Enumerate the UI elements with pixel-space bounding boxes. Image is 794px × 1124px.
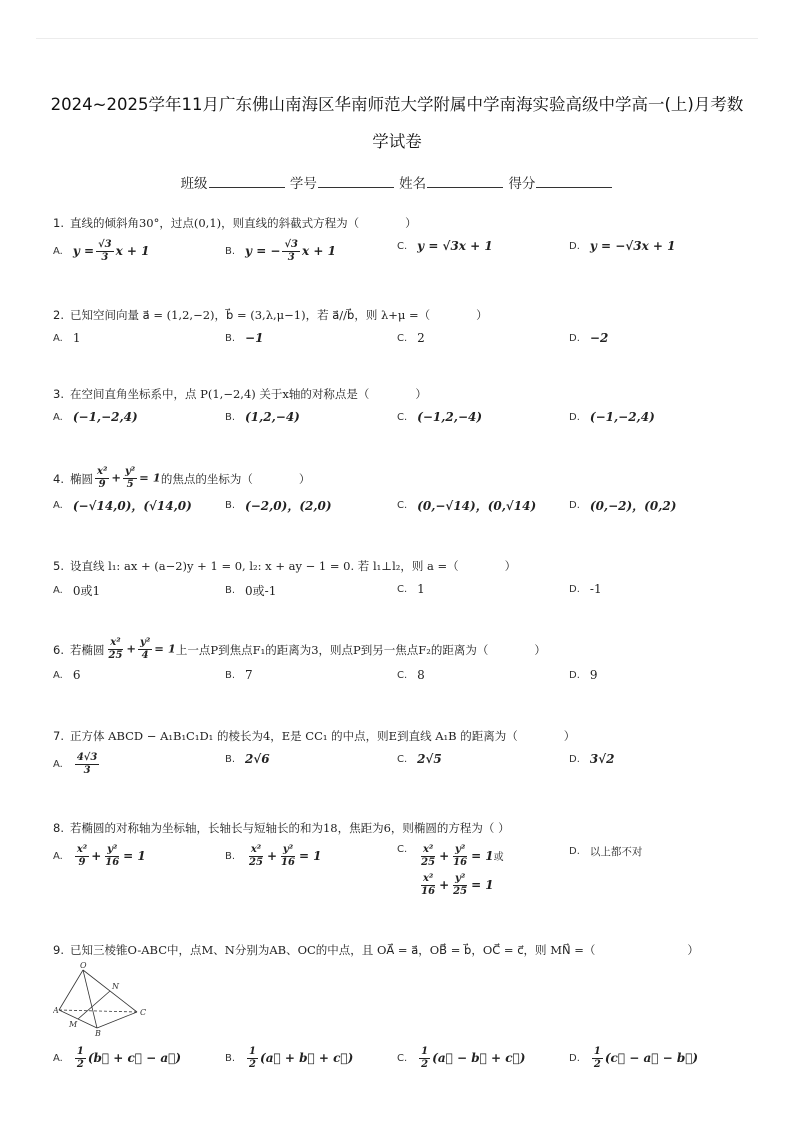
- options: [53, 331, 753, 357]
- option-b[interactable]: B. −1: [225, 331, 264, 345]
- name-label: 姓名: [399, 176, 427, 192]
- options: [53, 844, 753, 904]
- option-b[interactable]: B. y = − $\frac{√3}{3}$ x + 1: [225, 239, 336, 263]
- option-c[interactable]: C. (−1,2,−4): [397, 410, 483, 424]
- option-a[interactable]: A. (−1,−2,4): [53, 410, 138, 424]
- option-a[interactable]: A. 0或1: [53, 584, 101, 598]
- option-b[interactable]: B. (1,2,−4): [225, 410, 300, 424]
- question-number: 5.: [53, 559, 64, 573]
- option-a[interactable]: A. 1: [53, 331, 81, 345]
- question-stem: 设直线 l₁: ax + (a−2)y + 1 = 0, l₂: x + ay − 1 = 0. 若 l₁⊥l₂，则 a =（ ）: [69, 559, 517, 573]
- question-stem-post: 的焦点的坐标为（ ）: [160, 471, 311, 486]
- option-d[interactable]: D. (−1,−2,4): [569, 410, 655, 424]
- question-9-options: [53, 1040, 753, 1072]
- question-stem-pre: 椭圆: [69, 471, 93, 486]
- option-d[interactable]: D. −2: [569, 331, 609, 345]
- question-3: [53, 384, 753, 436]
- option-c[interactable]: C. $\frac{\text{x²}}{25}$ + $\frac{\text{y²}}{16}$ = 1或 $\frac{\text{x²}}{16}$ + $\frac{\text{y²}}{25}$ = 1: [397, 844, 504, 897]
- score-label: 得分: [508, 176, 536, 192]
- question-stem: 已知空间向量 a⃗ = (1,2,−2)，b⃗ = (3,λ,μ−1)，若 a⃗//b⃗，则 λ+μ =（ ）: [69, 308, 488, 322]
- option-a[interactable]: A. $\frac{1}{2}$ (b⃗ + c⃗ − a⃗): [53, 1046, 182, 1070]
- question-2: [53, 305, 753, 357]
- vertex-label-c: C: [140, 1008, 147, 1017]
- vertex-label-b: B: [95, 1029, 101, 1036]
- point-label-m: M: [69, 1020, 78, 1029]
- options: [53, 410, 753, 436]
- option-a[interactable]: A. $\frac{4√3}{3}$: [53, 752, 98, 776]
- option-c[interactable]: C. (0,−√14)，(0,√14): [397, 499, 537, 513]
- question-stem: 已知三棱锥O-ABC中，点M、N分别为AB、OC的中点，且 OA⃗ = a⃗，OB⃗ = b⃗，OC⃗ = c⃗，则 MN⃗ =（ ）: [69, 943, 699, 957]
- question-stem: 直线的倾斜角30°，过点(0,1)，则直线的斜截式方程为（ ）: [69, 216, 417, 230]
- option-c[interactable]: C. y = √3x + 1: [397, 239, 493, 253]
- option-c[interactable]: C. 1: [397, 582, 425, 596]
- question-number: 7.: [53, 729, 64, 743]
- tetrahedron-figure: [53, 962, 153, 1036]
- question-5: [53, 556, 753, 608]
- options: [53, 668, 753, 694]
- option-d[interactable]: D. 以上都不对: [569, 846, 643, 858]
- question-4: [53, 466, 753, 523]
- question-9: [53, 940, 753, 960]
- question-stem: 若椭圆的对称轴为坐标轴，长轴长与短轴长的和为18，焦距为6，则椭圆的方程为（ ）: [69, 821, 510, 835]
- student-info-row: [0, 172, 794, 192]
- option-d[interactable]: D. y = −√3x + 1: [569, 239, 676, 253]
- option-a[interactable]: A. (−√14,0)，(√14,0): [53, 499, 192, 513]
- ellipse-equation: $\frac{\text{x²}}{25}$ + $\frac{\text{y²}}{4}$ = 1: [108, 637, 176, 661]
- score-blank[interactable]: [536, 174, 612, 188]
- options: [53, 239, 753, 265]
- options: [53, 752, 753, 778]
- question-7: [53, 726, 753, 778]
- option-c[interactable]: C. 2: [397, 331, 425, 345]
- top-divider: [36, 38, 758, 39]
- question-stem-pre: 若椭圆: [69, 642, 105, 657]
- question-number: 4.: [53, 471, 64, 486]
- option-b[interactable]: B. 2√6: [225, 752, 270, 766]
- question-stem: 正方体 ABCD − A₁B₁C₁D₁ 的棱长为4，E是 CC₁ 的中点，则E到直线 A₁B 的距离为（ ）: [69, 729, 576, 743]
- question-6: [53, 637, 753, 694]
- question-number: 1.: [53, 216, 64, 230]
- exam-title: [40, 86, 754, 160]
- option-b[interactable]: B. $\frac{\text{x²}}{25}$ + $\frac{\text{y²}}{16}$ = 1: [225, 844, 322, 868]
- option-b[interactable]: B. 0或-1: [225, 584, 277, 598]
- vertex-label-o: O: [80, 962, 87, 970]
- option-a[interactable]: A. $\frac{\text{x²}}{9}$ + $\frac{\text{y²}}{16}$ = 1: [53, 844, 146, 868]
- id-blank[interactable]: [318, 174, 394, 188]
- option-d[interactable]: D. 3√2: [569, 752, 615, 766]
- option-d[interactable]: D. -1: [569, 582, 602, 596]
- option-d[interactable]: D. 9: [569, 668, 598, 682]
- question-8: [53, 818, 753, 904]
- ellipse-equation: $\frac{\text{x²}}{9}$ + $\frac{\text{y²}}{5}$ = 1: [96, 466, 161, 490]
- question-stem: 在空间直角坐标系中，点 P(1,−2,4) 关于x轴的对称点是（ ）: [69, 387, 427, 401]
- id-label: 学号: [289, 176, 317, 192]
- question-number: 9.: [53, 943, 64, 957]
- option-c[interactable]: C. 8: [397, 668, 425, 682]
- options: [53, 497, 753, 523]
- question-number: 8.: [53, 821, 64, 835]
- title-line-2: 学试卷: [372, 132, 422, 151]
- option-b[interactable]: B. (−2,0)，(2,0): [225, 499, 332, 513]
- option-c[interactable]: C. $\frac{1}{2}$ (a⃗ − b⃗ + c⃗): [397, 1046, 526, 1070]
- point-label-n: N: [112, 982, 119, 991]
- question-1: [53, 213, 753, 265]
- question-stem-post: 上一点P到焦点F₁的距离为3，则点P到另一焦点F₂的距离为（ ）: [175, 642, 546, 657]
- vertex-label-a: A: [53, 1006, 59, 1015]
- title-line-1: 2024~2025学年11月广东佛山南海区华南师范大学附属中学南海实验高级中学高一(上)月考数: [50, 95, 744, 114]
- class-blank[interactable]: [209, 174, 285, 188]
- option-a[interactable]: A. y = $\frac{√3}{3}$ x + 1: [53, 239, 150, 263]
- class-label: 班级: [180, 176, 208, 192]
- option-d[interactable]: D. $\frac{1}{2}$ (c⃗ − a⃗ − b⃗): [569, 1046, 699, 1070]
- question-number: 6.: [53, 642, 64, 657]
- question-number: 3.: [53, 387, 64, 401]
- option-b[interactable]: B. $\frac{1}{2}$ (a⃗ + b⃗ + c⃗): [225, 1046, 354, 1070]
- question-number: 2.: [53, 308, 64, 322]
- option-a[interactable]: A. 6: [53, 668, 81, 682]
- options: [53, 582, 753, 608]
- option-b[interactable]: B. 7: [225, 668, 253, 682]
- name-blank[interactable]: [427, 174, 503, 188]
- option-c[interactable]: C. 2√5: [397, 752, 442, 766]
- options: [53, 1046, 753, 1072]
- option-d[interactable]: D. (0,−2)，(0,2): [569, 499, 677, 513]
